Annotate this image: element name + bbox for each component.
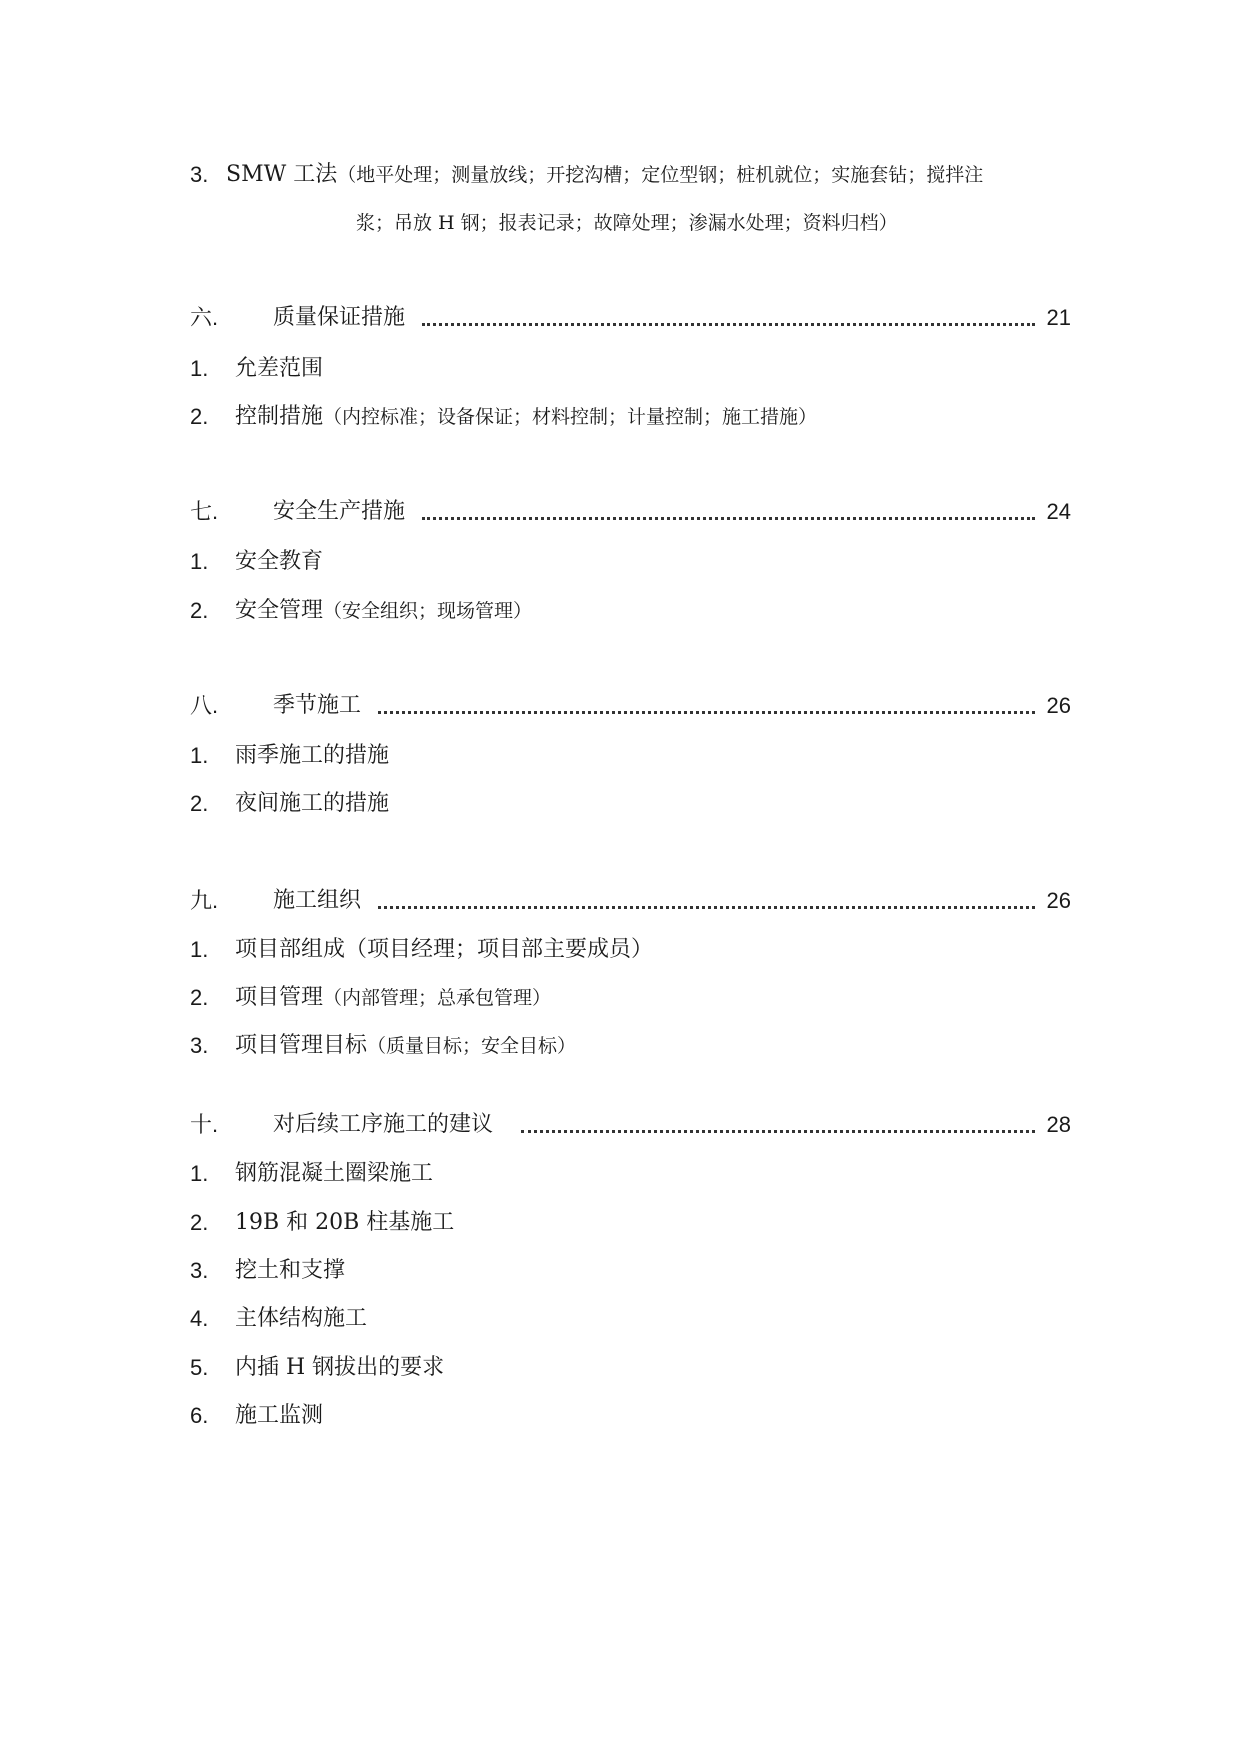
item-number: 2. xyxy=(190,1210,209,1235)
item-text xyxy=(235,547,323,577)
item-number: 2. xyxy=(190,985,209,1010)
item-text xyxy=(235,1256,345,1286)
item-text xyxy=(235,1353,444,1383)
section-number: 八. xyxy=(190,693,219,718)
item-text xyxy=(235,741,389,771)
item-text xyxy=(235,1304,367,1334)
item-title: 主体结构施工 xyxy=(235,1306,368,1331)
item-number: 2. xyxy=(190,791,209,816)
item-title: 挖土和支撑 xyxy=(235,1258,346,1283)
item-title: 项目管理 xyxy=(235,985,324,1010)
item-title: 钢筋混凝土圈梁施工 xyxy=(235,1161,434,1186)
item-number: 3. xyxy=(190,1033,209,1058)
section-number: 六. xyxy=(190,305,219,330)
section-page-number: 26 xyxy=(1046,693,1071,718)
item-number: 1. xyxy=(190,549,209,574)
item-number: 5. xyxy=(190,1355,209,1380)
item-subtopics: （内部管理；总承包管理） xyxy=(323,987,552,1009)
item-title: SMW 工法 xyxy=(226,162,338,187)
item-number: 2. xyxy=(190,598,209,623)
section-title: 季节施工 xyxy=(273,693,362,718)
section-page-number: 21 xyxy=(1046,305,1071,330)
item-title: 项目部组成（项目经理；项目部主要成员） xyxy=(235,937,654,962)
section-title: 施工组织 xyxy=(273,888,362,913)
item-subtopics: （地平处理；测量放线；开挖沟槽；定位型钢；桩机就位；实施套钻；搅拌注 xyxy=(337,164,984,186)
item-title: 安全教育 xyxy=(235,549,324,574)
item-text xyxy=(235,596,532,626)
dot-leader xyxy=(422,323,1035,326)
section-title: 质量保证措施 xyxy=(273,305,406,330)
item-subtopics: （内控标准；设备保证；材料控制；计量控制；施工措施） xyxy=(323,406,818,428)
item-number: 2. xyxy=(190,404,209,429)
item-subtopics: （安全组织；现场管理） xyxy=(323,600,533,622)
section-page-number: 24 xyxy=(1046,499,1071,524)
item-text xyxy=(235,402,817,432)
item-text xyxy=(235,1031,576,1061)
section-title: 安全生产措施 xyxy=(273,499,406,524)
toc-section-heading[interactable] xyxy=(190,303,1071,333)
dot-leader xyxy=(378,906,1035,909)
item-title: 19B 和 20B 柱基施工 xyxy=(235,1210,455,1235)
toc-section-heading[interactable] xyxy=(190,497,1071,527)
item-number: 6. xyxy=(190,1403,209,1428)
section-page-number: 28 xyxy=(1046,1112,1071,1137)
toc-item-smw-continuation: 浆；吊放 H 钢；报表记录；故障处理；渗漏水处理；资料归档） xyxy=(356,212,898,234)
item-number: 1. xyxy=(190,1161,209,1186)
item-text xyxy=(235,1401,323,1431)
item-text xyxy=(235,1208,454,1238)
item-number: 3. xyxy=(190,162,209,187)
item-number: 1. xyxy=(190,743,209,768)
item-title: 夜间施工的措施 xyxy=(235,791,390,816)
dot-leader xyxy=(422,517,1035,520)
item-title: 项目管理目标 xyxy=(235,1033,368,1058)
item-text xyxy=(226,160,983,190)
item-number: 3. xyxy=(190,1258,209,1283)
section-number: 七. xyxy=(190,499,219,524)
item-text xyxy=(235,983,551,1013)
item-number: 4. xyxy=(190,1306,209,1331)
item-text xyxy=(235,935,653,965)
item-title: 控制措施 xyxy=(235,404,324,429)
toc-section-heading[interactable] xyxy=(190,886,1071,916)
item-title: 内插 H 钢拔出的要求 xyxy=(235,1355,445,1380)
item-title: 施工监测 xyxy=(235,1403,324,1428)
dot-leader xyxy=(378,711,1035,714)
item-text xyxy=(235,789,389,819)
item-text xyxy=(235,1159,433,1189)
section-page-number: 26 xyxy=(1046,888,1071,913)
item-title: 安全管理 xyxy=(235,598,324,623)
item-title: 允差范围 xyxy=(235,356,324,381)
item-text xyxy=(235,354,323,384)
item-number: 1. xyxy=(190,356,209,381)
section-title: 对后续工序施工的建议 xyxy=(273,1112,494,1137)
dot-leader xyxy=(521,1130,1035,1133)
toc-section-heading[interactable] xyxy=(190,1110,1071,1140)
item-number: 1. xyxy=(190,937,209,962)
item-title: 雨季施工的措施 xyxy=(235,743,390,768)
toc-section-heading[interactable] xyxy=(190,691,1071,721)
section-number: 十. xyxy=(190,1112,219,1137)
item-subtopics: （质量目标；安全目标） xyxy=(367,1035,577,1057)
section-number: 九. xyxy=(190,888,219,913)
